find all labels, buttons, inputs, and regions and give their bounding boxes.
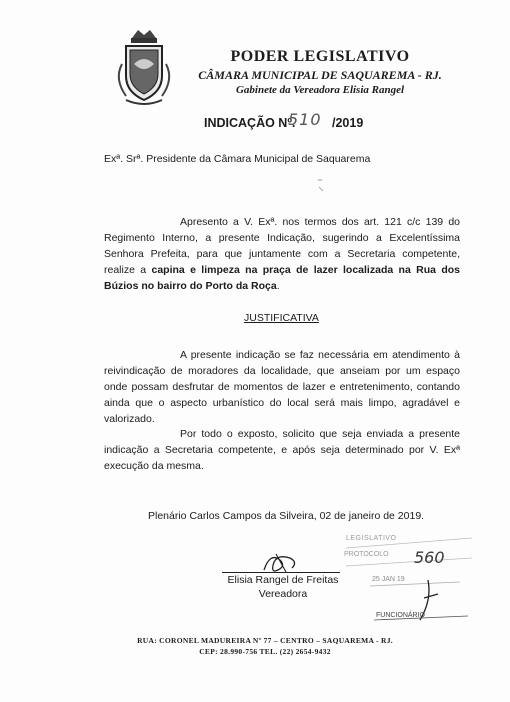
request-text-start: Apresento a V. Exª. nos termos dos art. 121 c/c 139 do Regimento Interno, a presente Indicação, sugerindo a Excelentíssima Senhora Prefeita, para que juntamente com a Secretaria competente, realize a: [104, 216, 460, 276]
org-title: PODER LEGISLATIVO: [230, 48, 410, 65]
request-text-bold: capina e limpeza na praça de lazer localizada na Rua dos Búzios no bairro do Porto da Roça: [104, 264, 460, 292]
indicacao-number: 510: [288, 110, 322, 129]
paragraph-justification: A presente indicação se faz necessária em atendimento à reivindicação de moradores da localidade, que anseiam por um espaço onde possam desfrutar de momentos de lazer e entretenimento, contando ainda que o aspecto urbanístico do local será mais limpo, agradável e valorizado.: [104, 349, 460, 425]
justificativa-heading: JUSTIFICATIVA: [244, 312, 319, 324]
stamp-number: 560: [414, 548, 445, 567]
signer-name: Elisia Rangel de Freitas: [227, 574, 339, 586]
salutation: Exª. Srª. Presidente da Câmara Municipal de Saquarema: [104, 153, 371, 165]
stamp-funcionario: FUNCIONÁRIO: [376, 612, 425, 619]
paragraph-request: [104, 214, 460, 294]
stamp-date: 25 JAN 19: [372, 576, 405, 583]
municipal-coat-of-arms-icon: [112, 24, 176, 108]
signature-line: [222, 572, 340, 573]
stamp-line-1: LEGISLATIVO: [346, 535, 397, 542]
footer-contact: CEP: 28.990-756 TEL. (22) 2654-9432: [199, 647, 331, 656]
scan-mark-icon: [314, 178, 326, 194]
place-date: Plenário Carlos Campos da Silveira, 02 de janeiro de 2019.: [148, 510, 425, 522]
signer-role: Vereadora: [258, 588, 308, 600]
request-text-end: .: [276, 280, 280, 292]
indicacao-label: INDICAÇÃO Nº.: [204, 116, 296, 130]
paragraph-conclusion: Por todo o exposto, solicito que seja enviada a presente indicação a Secretaria competente, e após seja determinado por V. Exª execução da mesma.: [104, 428, 460, 472]
stamp-line-2: PROTOCOLO: [344, 551, 389, 558]
indicacao-year: /2019: [332, 116, 364, 130]
office-name: Gabinete da Vereadora Elisia Rangel: [235, 84, 405, 96]
chamber-name: CÂMARA MUNICIPAL DE SAQUAREMA - RJ.: [198, 68, 442, 82]
footer-address: RUA: CORONEL MADUREIRA Nº 77 – CENTRO – SAQUAREMA - RJ.: [137, 636, 393, 645]
